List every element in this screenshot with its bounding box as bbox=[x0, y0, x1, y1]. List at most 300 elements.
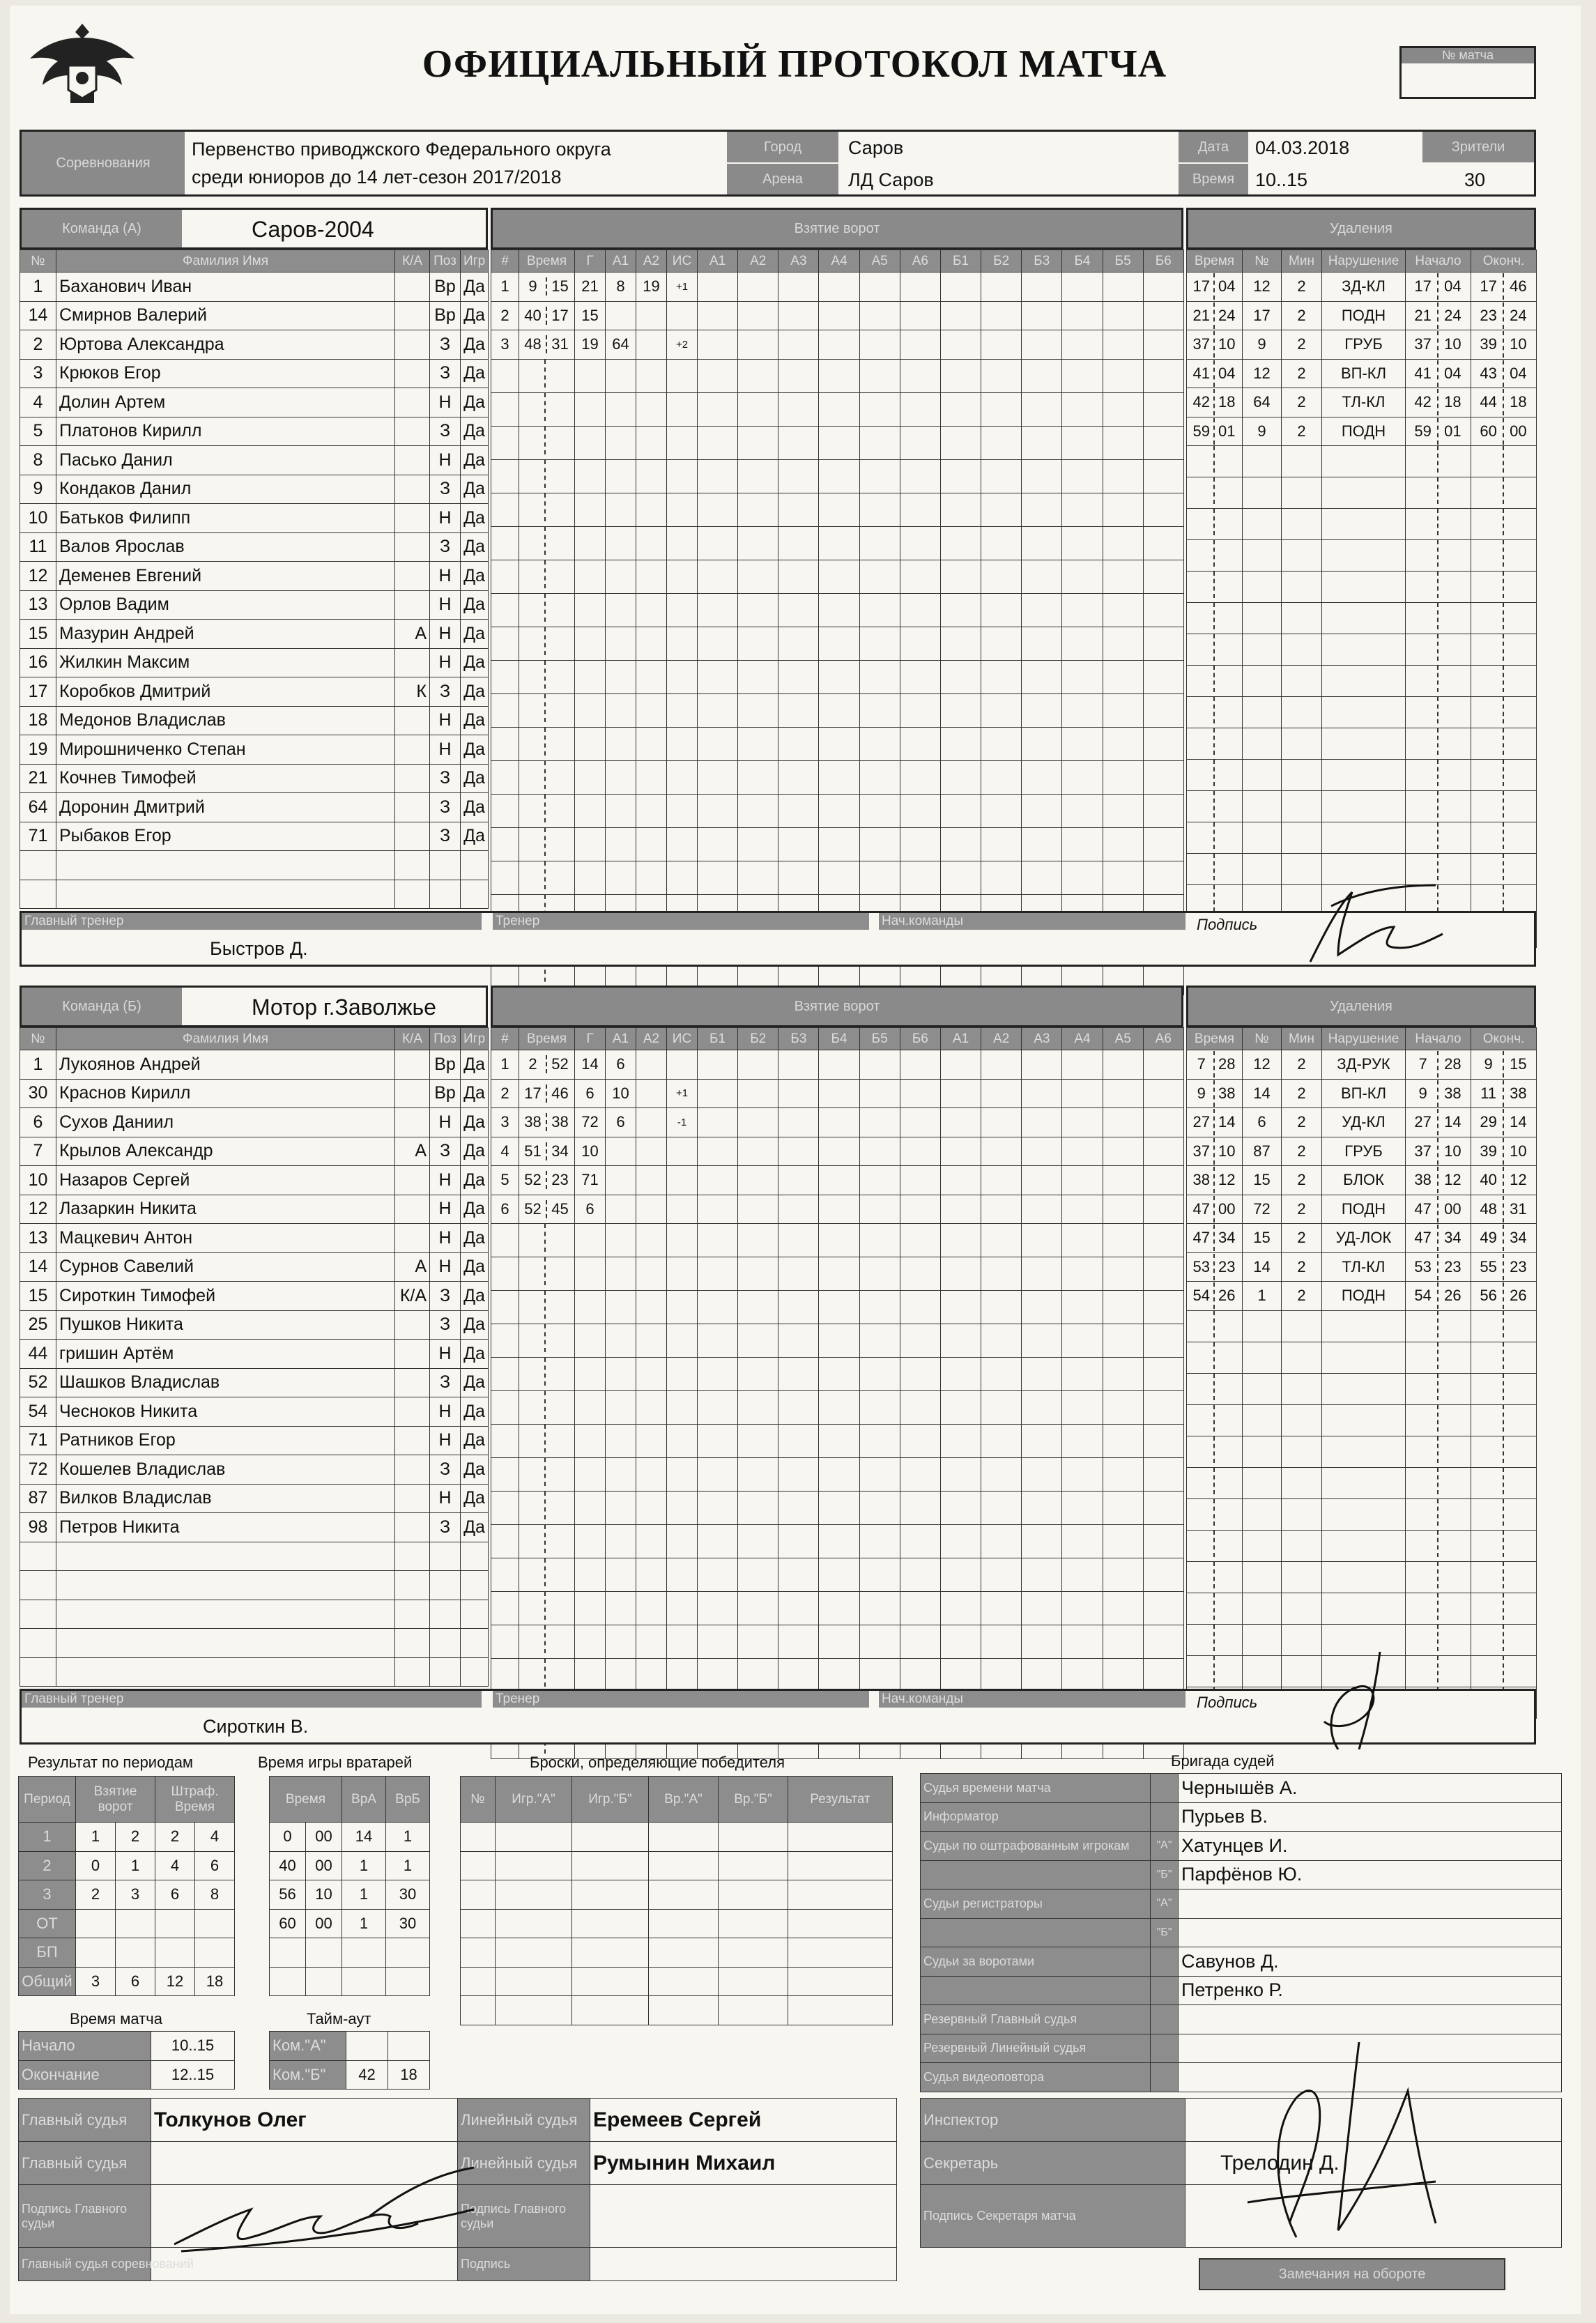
player-captain bbox=[395, 1571, 430, 1600]
col-oncourt: Б4 bbox=[819, 1028, 859, 1050]
penalty-row bbox=[1187, 572, 1537, 603]
goal-scorer: 6 bbox=[575, 1195, 606, 1224]
player-played: Да bbox=[461, 359, 489, 388]
official-role: Резервный Главный судья bbox=[921, 2005, 1151, 2034]
goal-row bbox=[491, 827, 1184, 861]
pen-start bbox=[1406, 1195, 1471, 1224]
player-position: Н bbox=[430, 590, 461, 620]
player-number: 11 bbox=[20, 532, 56, 562]
gk-time-table bbox=[269, 1776, 430, 1996]
pen-player: 12 bbox=[1243, 359, 1282, 388]
official-name bbox=[1179, 1889, 1562, 1919]
col-oncourt: Б5 bbox=[1103, 250, 1143, 273]
player-position: Вр bbox=[430, 273, 461, 302]
pen-end bbox=[1471, 273, 1537, 302]
pen-time bbox=[1187, 1561, 1243, 1593]
pen-time bbox=[1187, 330, 1243, 360]
head-ref2-label: Главный судья bbox=[19, 2142, 151, 2185]
teamA-penalties-table bbox=[1186, 250, 1537, 948]
official-row bbox=[921, 1802, 1562, 1832]
pen-infraction: ПОДН bbox=[1322, 301, 1406, 330]
pen-start bbox=[1406, 1079, 1471, 1108]
pen-end-min: 44 bbox=[1475, 389, 1504, 415]
player-captain: К/А bbox=[395, 1282, 430, 1311]
col-oncourt: А4 bbox=[1062, 1028, 1103, 1050]
pen-start bbox=[1406, 1467, 1471, 1498]
goal-strength bbox=[667, 1050, 698, 1080]
pen-end-min: 39 bbox=[1475, 1138, 1504, 1165]
player-played: Да bbox=[461, 1368, 489, 1397]
pen-end bbox=[1471, 540, 1537, 572]
pen-minutes bbox=[1282, 603, 1322, 634]
col-pen-start: Начало bbox=[1406, 250, 1471, 273]
goal-row bbox=[491, 1458, 1184, 1492]
pen-infraction: ЗД-РУК bbox=[1322, 1050, 1406, 1080]
goal-row bbox=[491, 1358, 1184, 1391]
penalty-row bbox=[1187, 330, 1537, 360]
goal-a1 bbox=[606, 1195, 636, 1224]
pen-start bbox=[1406, 446, 1471, 477]
pen-start-sec: 04 bbox=[1444, 364, 1461, 382]
pen-infraction bbox=[1322, 1561, 1406, 1593]
pen-end bbox=[1471, 1373, 1537, 1404]
pen-time-min: 27 bbox=[1190, 1109, 1215, 1135]
official-name bbox=[1179, 1918, 1562, 1947]
goal-row bbox=[491, 1079, 1184, 1108]
pen-time bbox=[1187, 1498, 1243, 1530]
pen-end-min: 56 bbox=[1475, 1282, 1504, 1309]
player-captain bbox=[395, 851, 430, 880]
goal-a2 bbox=[636, 301, 667, 330]
pen-player bbox=[1243, 540, 1282, 572]
pen-time-min: 37 bbox=[1190, 331, 1215, 358]
player-number: 21 bbox=[20, 764, 56, 793]
player-played: Да bbox=[461, 1079, 489, 1108]
player-captain bbox=[395, 1050, 430, 1080]
comp-ref-label: Главный судья соревнований bbox=[19, 2248, 151, 2281]
pen-end bbox=[1471, 1282, 1537, 1311]
line-ref2-label: Линейный судья bbox=[458, 2142, 590, 2185]
competition-line2: среди юниоров до 14 лет-сезон 2017/2018 bbox=[192, 167, 562, 187]
pen-end bbox=[1471, 1050, 1537, 1080]
pen-player bbox=[1243, 446, 1282, 477]
goal-row bbox=[491, 693, 1184, 727]
pen-time bbox=[1187, 1195, 1243, 1224]
player-played: Да bbox=[461, 677, 489, 707]
goal-sec: 38 bbox=[551, 1113, 569, 1131]
pen-infraction bbox=[1322, 1593, 1406, 1624]
goal-num: 2 bbox=[491, 301, 519, 330]
pen-minutes: 2 bbox=[1282, 1166, 1322, 1195]
player-name: гришин Артём bbox=[56, 1340, 395, 1369]
pen-end bbox=[1471, 417, 1537, 446]
period-cell: 2 bbox=[116, 1823, 155, 1852]
col-oncourt: А1 bbox=[698, 250, 738, 273]
col-oncourt: А2 bbox=[738, 250, 778, 273]
pen-start bbox=[1406, 1404, 1471, 1436]
player-number: 10 bbox=[20, 1166, 56, 1195]
pen-infraction: ПОДН bbox=[1322, 1282, 1406, 1311]
period-cell: 6 bbox=[116, 1967, 155, 1996]
player-played bbox=[461, 880, 489, 909]
goal-scorer: 15 bbox=[575, 301, 606, 330]
secretary-signature bbox=[1241, 2035, 1450, 2244]
pen-end-min bbox=[1475, 446, 1504, 473]
gk-row bbox=[270, 1909, 430, 1938]
goal-strength bbox=[667, 301, 698, 330]
player-captain bbox=[395, 532, 430, 562]
pen-time bbox=[1187, 572, 1243, 603]
player-row bbox=[20, 677, 489, 707]
goal-min: 17 bbox=[521, 1084, 547, 1103]
player-captain bbox=[395, 1310, 430, 1340]
competition-line1: Первенство приводжского Федерального округа bbox=[192, 139, 611, 160]
player-captain bbox=[395, 1224, 430, 1253]
player-captain bbox=[395, 1657, 430, 1687]
pen-start bbox=[1406, 540, 1471, 572]
pen-end-min bbox=[1475, 854, 1504, 880]
pen-minutes: 2 bbox=[1282, 273, 1322, 302]
player-captain bbox=[395, 1426, 430, 1455]
player-position: Н bbox=[430, 648, 461, 677]
goal-num: 3 bbox=[491, 330, 519, 360]
chief-label: Нач.команды bbox=[879, 913, 1186, 930]
official-row bbox=[921, 1889, 1562, 1919]
match-end-label: Окончание bbox=[19, 2060, 151, 2090]
period-cell: 3 bbox=[76, 1967, 116, 1996]
pen-end bbox=[1471, 1137, 1537, 1166]
pen-time-sec: 10 bbox=[1218, 1142, 1236, 1160]
inspector-label: Инспектор bbox=[921, 2099, 1186, 2142]
spectators-value: 30 bbox=[1464, 169, 1486, 190]
player-row bbox=[20, 1252, 489, 1282]
col-oncourt: Б4 bbox=[1062, 250, 1103, 273]
goal-row bbox=[491, 392, 1184, 426]
pen-infraction bbox=[1322, 697, 1406, 728]
pen-end bbox=[1471, 1252, 1537, 1282]
pen-player: 1 bbox=[1243, 1282, 1282, 1311]
pen-end-min bbox=[1475, 1625, 1504, 1651]
goal-min: 51 bbox=[521, 1142, 547, 1160]
col-pen-time: Время bbox=[1187, 250, 1243, 273]
pen-start-min bbox=[1409, 446, 1438, 473]
player-position: Н bbox=[430, 446, 461, 475]
pen-end bbox=[1471, 301, 1537, 330]
player-played: Да bbox=[461, 764, 489, 793]
col-goal-a2: А2 bbox=[636, 250, 667, 273]
pen-start-min bbox=[1409, 1593, 1438, 1620]
pen-start-min bbox=[1409, 477, 1438, 504]
period-row bbox=[19, 1851, 235, 1880]
goal-sec: 46 bbox=[551, 1084, 569, 1102]
player-name bbox=[56, 1657, 395, 1687]
pen-end-min bbox=[1475, 1656, 1504, 1682]
pen-end bbox=[1471, 1108, 1537, 1137]
player-captain: А bbox=[395, 620, 430, 649]
player-played: Да bbox=[461, 706, 489, 735]
player-number bbox=[20, 1657, 56, 1687]
player-row bbox=[20, 1571, 489, 1600]
goal-num: 2 bbox=[491, 1079, 519, 1108]
pen-start bbox=[1406, 1310, 1471, 1342]
player-position: З bbox=[430, 1282, 461, 1311]
player-number: 44 bbox=[20, 1340, 56, 1369]
col-goal-time: Время bbox=[519, 250, 575, 273]
penalty-row bbox=[1187, 1050, 1537, 1080]
player-name: Крюков Егор bbox=[56, 359, 395, 388]
player-row bbox=[20, 446, 489, 475]
pen-time-sec: 04 bbox=[1218, 277, 1236, 296]
pen-minutes bbox=[1282, 1530, 1322, 1561]
timeout-title: Тайм-аут bbox=[307, 2010, 371, 2027]
player-position: Н bbox=[430, 1108, 461, 1137]
player-position bbox=[430, 1629, 461, 1658]
pen-end-min: 55 bbox=[1475, 1254, 1504, 1280]
pen-end-min: 40 bbox=[1475, 1167, 1504, 1193]
pen-end-sec: 12 bbox=[1510, 1171, 1527, 1189]
col-goal-is: ИС bbox=[667, 250, 698, 273]
pen-minutes: 2 bbox=[1282, 1079, 1322, 1108]
player-number bbox=[20, 1542, 56, 1571]
teamB-penalties-table bbox=[1186, 1027, 1537, 1719]
official-row bbox=[921, 1947, 1562, 1977]
official-team: "Б" bbox=[1151, 1860, 1179, 1889]
pen-start-sec: 24 bbox=[1444, 306, 1461, 324]
pen-start bbox=[1406, 1137, 1471, 1166]
player-played: Да bbox=[461, 273, 489, 302]
pen-time bbox=[1187, 1310, 1243, 1342]
pen-end-min bbox=[1475, 1562, 1504, 1588]
pen-end-min: 17 bbox=[1475, 273, 1504, 300]
official-team bbox=[1151, 1802, 1179, 1832]
penalty-row bbox=[1187, 603, 1537, 634]
trainer-label: Тренер bbox=[493, 1691, 869, 1708]
player-captain bbox=[395, 388, 430, 417]
col-oncourt: Б1 bbox=[698, 1028, 738, 1050]
period-cell bbox=[195, 1938, 235, 1968]
pen-infraction bbox=[1322, 1467, 1406, 1498]
team-b-section bbox=[20, 986, 1536, 1752]
pen-minutes bbox=[1282, 1342, 1322, 1373]
official-role: Информатор bbox=[921, 1802, 1151, 1832]
timeout-b-sec: 18 bbox=[388, 2060, 430, 2090]
col-pen-end: Оконч. bbox=[1471, 1028, 1537, 1050]
pen-start bbox=[1406, 572, 1471, 603]
period-cell: 1 bbox=[19, 1823, 76, 1852]
period-cell: 2 bbox=[19, 1851, 76, 1880]
pen-start-min: 59 bbox=[1409, 418, 1438, 445]
player-name: Орлов Вадим bbox=[56, 590, 395, 620]
pen-infraction bbox=[1322, 634, 1406, 666]
goal-scorer: 10 bbox=[575, 1137, 606, 1166]
col-shootout: Вр."Б" bbox=[719, 1777, 788, 1823]
player-name: Мазурин Андрей bbox=[56, 620, 395, 649]
player-name: Назаров Сергей bbox=[56, 1166, 395, 1195]
player-played: Да bbox=[461, 1310, 489, 1340]
pen-player bbox=[1243, 791, 1282, 822]
player-name: Сухов Даниил bbox=[56, 1108, 395, 1137]
pen-minutes bbox=[1282, 1561, 1322, 1593]
goal-min: 38 bbox=[521, 1113, 547, 1131]
pen-start-min: 17 bbox=[1409, 273, 1438, 300]
pen-minutes: 2 bbox=[1282, 1224, 1322, 1253]
pen-infraction: ГРУБ bbox=[1322, 1137, 1406, 1166]
pen-end bbox=[1471, 1624, 1537, 1655]
pen-time-min bbox=[1190, 854, 1215, 880]
pen-start-min bbox=[1409, 1374, 1438, 1400]
col-oncourt: Б2 bbox=[738, 1028, 778, 1050]
player-row bbox=[20, 1368, 489, 1397]
goal-scorer: 14 bbox=[575, 1050, 606, 1080]
player-position: Вр bbox=[430, 1079, 461, 1108]
player-number: 12 bbox=[20, 562, 56, 591]
player-name: Медонов Владислав bbox=[56, 706, 395, 735]
player-captain: А bbox=[395, 1137, 430, 1166]
col-gk-time: Время bbox=[270, 1777, 342, 1823]
player-captain bbox=[395, 1397, 430, 1427]
pen-end-min: 11 bbox=[1475, 1080, 1504, 1107]
penalty-row bbox=[1187, 1195, 1537, 1224]
pen-infraction bbox=[1322, 572, 1406, 603]
pen-player bbox=[1243, 603, 1282, 634]
pen-end-sec: 14 bbox=[1510, 1113, 1527, 1131]
player-row bbox=[20, 1195, 489, 1224]
coach-label: Главный тренер bbox=[22, 913, 482, 930]
pen-time-min: 7 bbox=[1190, 1051, 1215, 1078]
player-row bbox=[20, 706, 489, 735]
official-row bbox=[921, 1832, 1562, 1861]
penalty-row bbox=[1187, 359, 1537, 388]
player-captain: А bbox=[395, 1252, 430, 1282]
pen-start-min: 21 bbox=[1409, 302, 1438, 329]
pen-time-min: 41 bbox=[1190, 360, 1215, 387]
goal-strength: -1 bbox=[667, 1108, 698, 1137]
player-position: Н bbox=[430, 504, 461, 533]
penalty-row bbox=[1187, 1282, 1537, 1311]
player-number: 12 bbox=[20, 1195, 56, 1224]
player-position bbox=[430, 1600, 461, 1629]
player-position: З bbox=[430, 764, 461, 793]
pen-end-min bbox=[1475, 1531, 1504, 1557]
pen-end-sec: 10 bbox=[1510, 1142, 1527, 1160]
col-pen-no: № bbox=[1243, 1028, 1282, 1050]
player-played bbox=[461, 1571, 489, 1600]
pen-time-sec: 10 bbox=[1218, 335, 1236, 353]
player-row bbox=[20, 330, 489, 360]
player-name: Валов Ярослав bbox=[56, 532, 395, 562]
pen-time bbox=[1187, 603, 1243, 634]
official-name: Савунов Д. bbox=[1179, 1947, 1562, 1977]
gk-cell: 1 bbox=[386, 1823, 430, 1852]
pen-time-sec: 38 bbox=[1218, 1084, 1236, 1102]
goal-row bbox=[491, 301, 1184, 330]
pen-end bbox=[1471, 1530, 1537, 1561]
penalty-row bbox=[1187, 1436, 1537, 1467]
goal-scorer: 19 bbox=[575, 330, 606, 360]
player-number: 71 bbox=[20, 1426, 56, 1455]
teamA-team-name: Саров-2004 bbox=[252, 217, 374, 242]
pen-time-min bbox=[1190, 509, 1215, 535]
player-row bbox=[20, 1426, 489, 1455]
team-a-signature bbox=[1303, 878, 1443, 976]
pen-player bbox=[1243, 854, 1282, 885]
goal-num: 5 bbox=[491, 1166, 519, 1195]
pen-time-min: 9 bbox=[1190, 1080, 1215, 1107]
pen-end-sec: 38 bbox=[1510, 1084, 1527, 1102]
player-captain bbox=[395, 1368, 430, 1397]
player-name: Вилков Владислав bbox=[56, 1484, 395, 1513]
period-cell: 1 bbox=[76, 1823, 116, 1852]
player-played: Да bbox=[461, 648, 489, 677]
goal-strength: +1 bbox=[667, 273, 698, 302]
col-oncourt: Б1 bbox=[940, 250, 981, 273]
player-played: Да bbox=[461, 1195, 489, 1224]
pen-end-min: 49 bbox=[1475, 1225, 1504, 1251]
date-value: 04.03.2018 bbox=[1255, 137, 1350, 158]
coach-name: Сироткин В. bbox=[203, 1716, 309, 1737]
pen-time-min bbox=[1190, 1468, 1215, 1494]
secretary-label: Секретарь bbox=[921, 2142, 1186, 2185]
pen-start-min: 27 bbox=[1409, 1109, 1438, 1135]
col-name: Фамилия Имя bbox=[56, 250, 395, 273]
pen-end-sec: 10 bbox=[1510, 335, 1527, 353]
col-oncourt: Б6 bbox=[900, 1028, 940, 1050]
coach-name: Быстров Д. bbox=[210, 938, 308, 959]
pen-infraction bbox=[1322, 477, 1406, 509]
goal-row bbox=[491, 1291, 1184, 1324]
pen-player bbox=[1243, 1593, 1282, 1624]
pen-player bbox=[1243, 509, 1282, 540]
player-position: З bbox=[430, 1137, 461, 1166]
pen-end-min: 29 bbox=[1475, 1109, 1504, 1135]
pen-start-sec: 23 bbox=[1444, 1257, 1461, 1275]
pen-time-min bbox=[1190, 1342, 1215, 1369]
pen-player: 12 bbox=[1243, 1050, 1282, 1080]
player-played: Да bbox=[461, 590, 489, 620]
goal-scorer: 21 bbox=[575, 273, 606, 302]
col-goal-num: # bbox=[491, 250, 519, 273]
penalty-row bbox=[1187, 540, 1537, 572]
player-row bbox=[20, 273, 489, 302]
goal-row bbox=[491, 1257, 1184, 1291]
goal-num: 1 bbox=[491, 1050, 519, 1080]
pen-player bbox=[1243, 572, 1282, 603]
player-name: Пушков Никита bbox=[56, 1310, 395, 1340]
goal-row bbox=[491, 861, 1184, 894]
pen-end bbox=[1471, 697, 1537, 728]
goal-strength bbox=[667, 1195, 698, 1224]
player-position: Н bbox=[430, 1166, 461, 1195]
player-position: Н bbox=[430, 1397, 461, 1427]
pen-end-min bbox=[1475, 1499, 1504, 1526]
player-number: 98 bbox=[20, 1513, 56, 1542]
col-oncourt: Б2 bbox=[981, 250, 1022, 273]
official-row bbox=[921, 1860, 1562, 1889]
pen-minutes bbox=[1282, 1467, 1322, 1498]
player-number: 9 bbox=[20, 475, 56, 504]
goal-sec: 45 bbox=[551, 1199, 569, 1218]
player-row bbox=[20, 590, 489, 620]
pen-start-min bbox=[1409, 791, 1438, 818]
pen-start-min: 38 bbox=[1409, 1167, 1438, 1193]
player-name bbox=[56, 880, 395, 909]
pen-minutes bbox=[1282, 477, 1322, 509]
player-row bbox=[20, 1050, 489, 1080]
player-number: 87 bbox=[20, 1484, 56, 1513]
shootout-title: Броски, определяющие победителя bbox=[530, 1754, 785, 1771]
player-played: Да bbox=[461, 1455, 489, 1485]
pen-time-sec: 28 bbox=[1218, 1055, 1236, 1073]
